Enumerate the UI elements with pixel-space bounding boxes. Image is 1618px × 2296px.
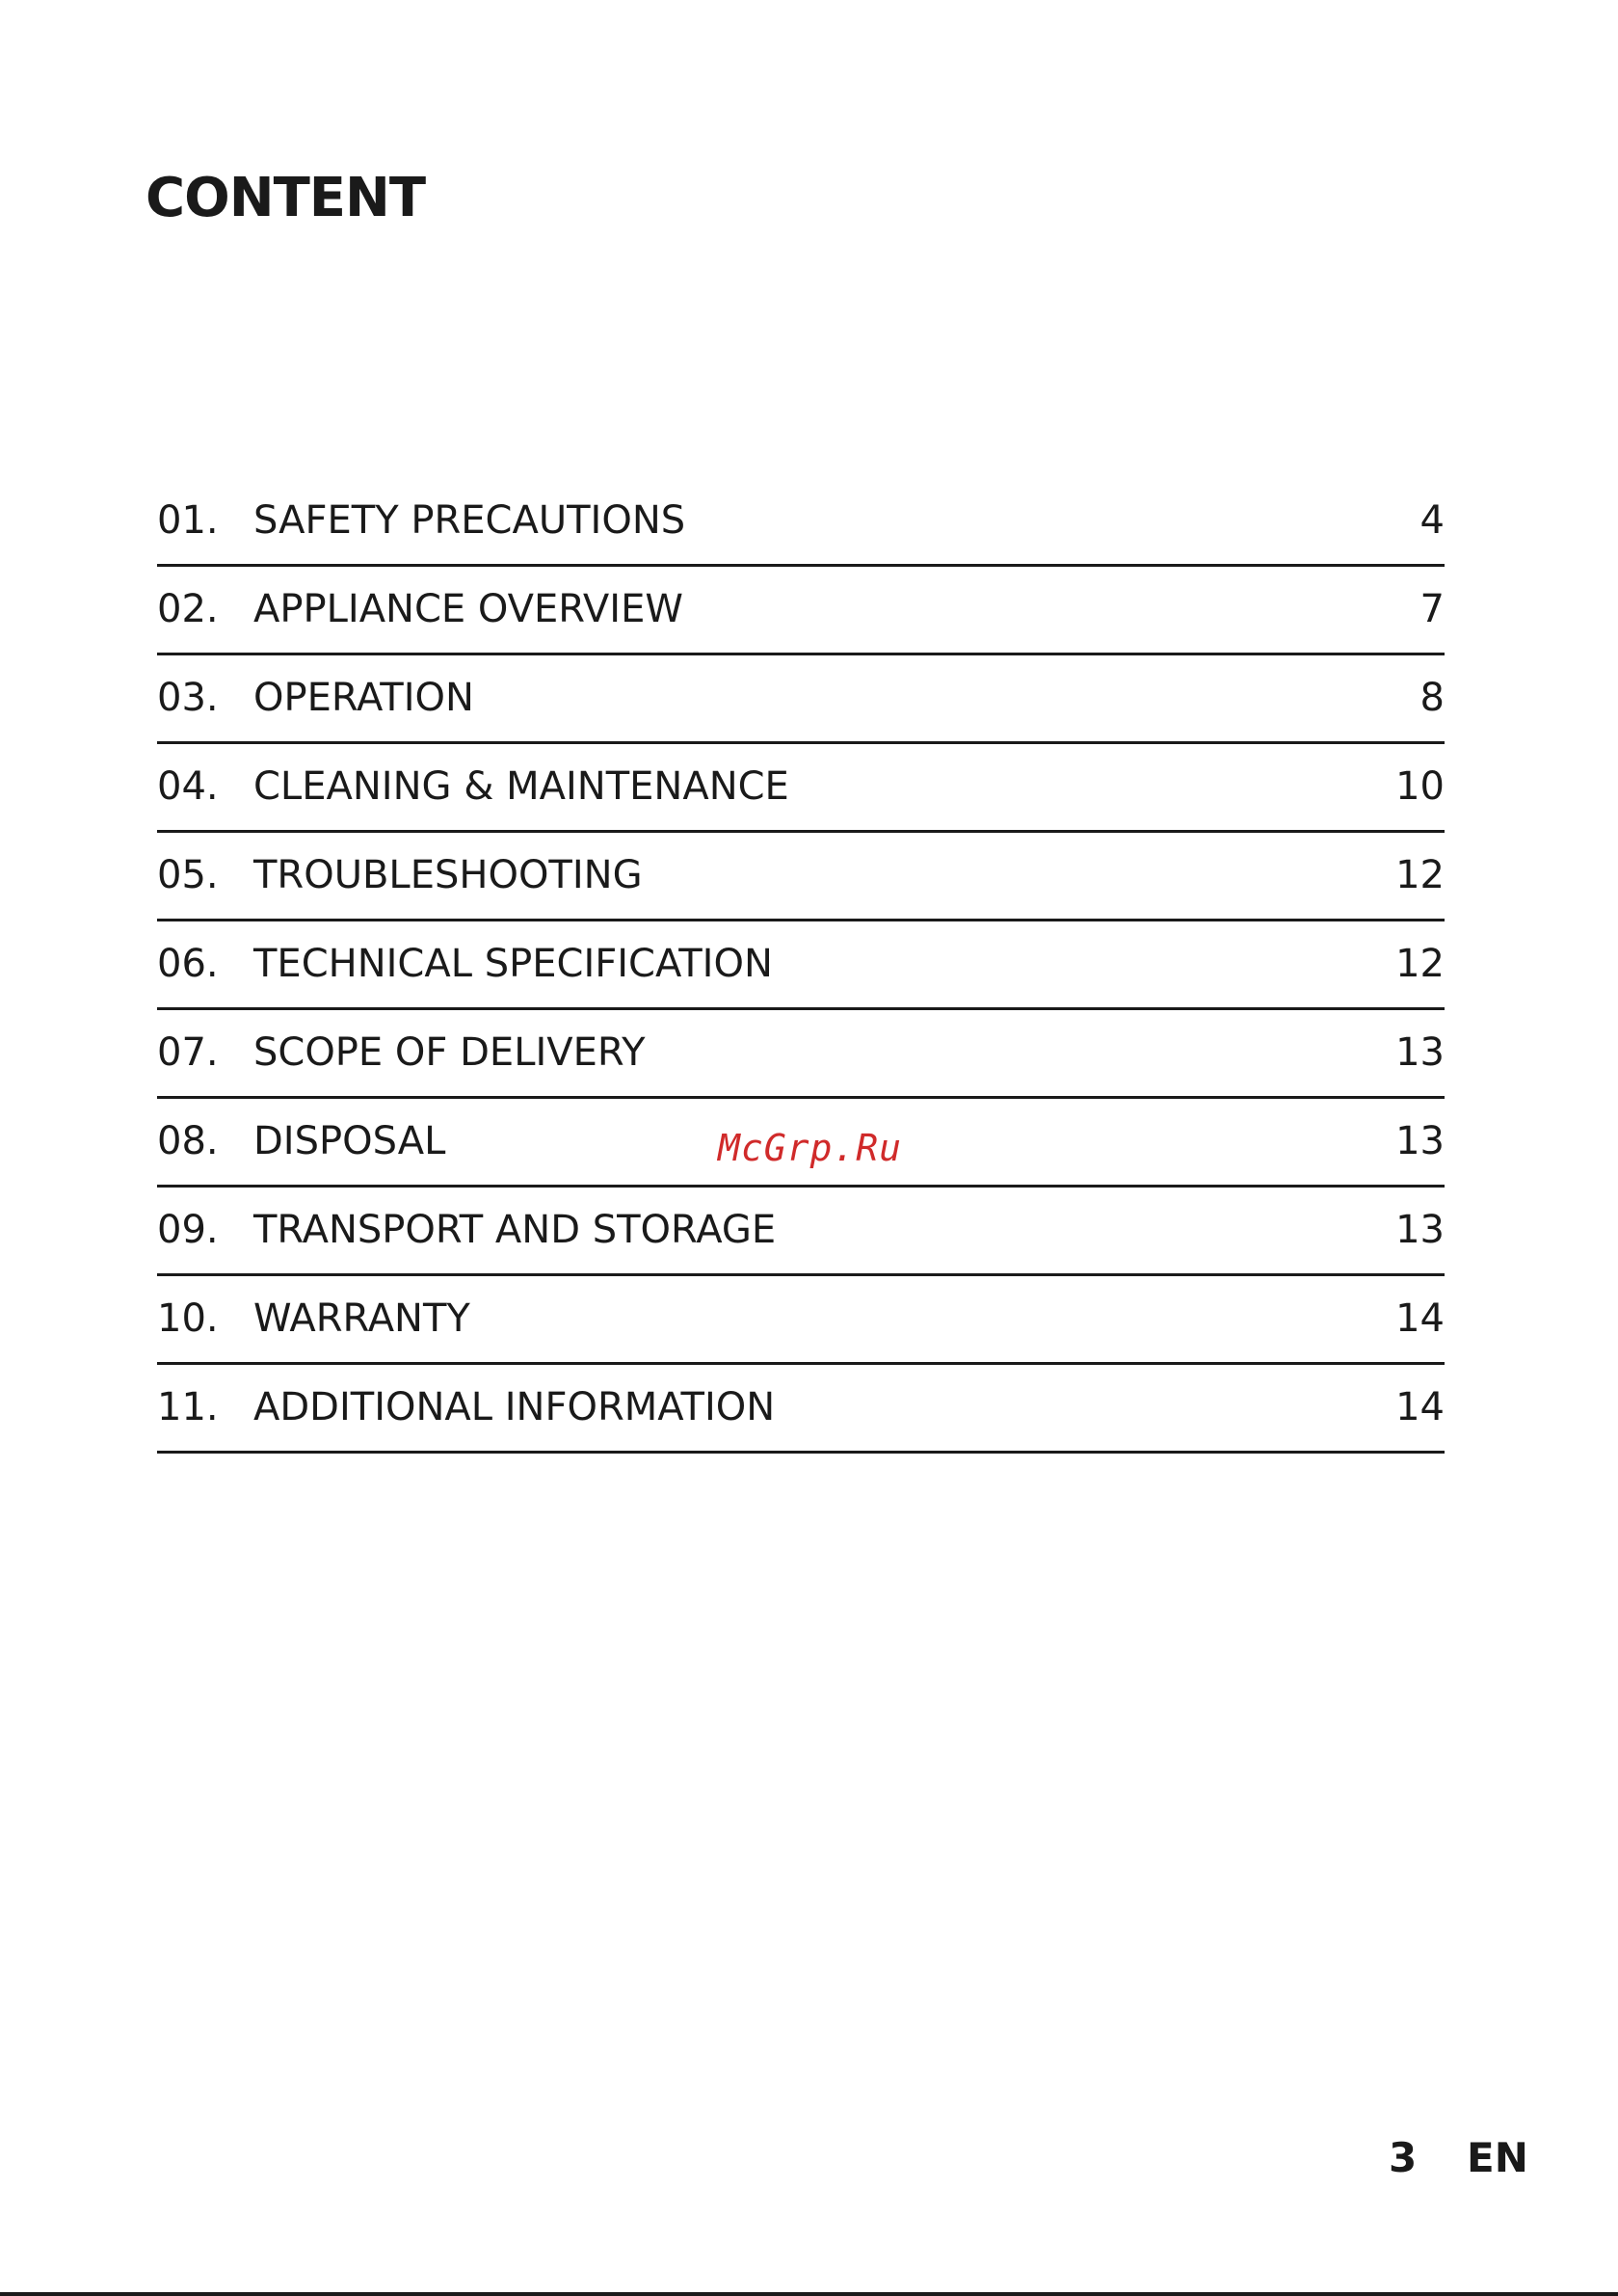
footer-page-number: 3 bbox=[1389, 2134, 1418, 2181]
toc-number: 08. bbox=[157, 1119, 219, 1163]
toc-page: 13 bbox=[1395, 1119, 1445, 1163]
toc-row-troubleshooting[interactable] bbox=[157, 833, 1445, 921]
toc-page: 8 bbox=[1419, 676, 1445, 720]
footer-language: EN bbox=[1467, 2134, 1528, 2181]
toc-row-technical-specification[interactable] bbox=[157, 921, 1445, 1010]
toc-number: 05. bbox=[157, 853, 219, 897]
toc-label: DISPOSAL bbox=[253, 1119, 446, 1163]
toc-row-appliance-overview[interactable] bbox=[157, 567, 1445, 655]
toc-page: 10 bbox=[1395, 764, 1445, 809]
toc-label: CLEANING & MAINTENANCE bbox=[253, 764, 789, 809]
toc-label: SCOPE OF DELIVERY bbox=[253, 1030, 646, 1075]
toc-label: TECHNICAL SPECIFICATION bbox=[253, 942, 773, 986]
toc-page: 12 bbox=[1395, 942, 1445, 986]
toc-label: OPERATION bbox=[253, 676, 474, 720]
bottom-edge-divider bbox=[0, 2292, 1618, 2296]
toc-label: SAFETY PRECAUTIONS bbox=[253, 498, 686, 543]
toc-number: 11. bbox=[157, 1385, 219, 1429]
watermark-text: McGrp.Ru bbox=[718, 1127, 903, 1169]
toc-page: 12 bbox=[1395, 853, 1445, 897]
toc-page: 4 bbox=[1419, 498, 1445, 543]
toc-row-additional-information[interactable] bbox=[157, 1365, 1445, 1454]
toc-row-operation[interactable] bbox=[157, 655, 1445, 744]
toc-number: 09. bbox=[157, 1208, 219, 1252]
toc-label: APPLIANCE OVERVIEW bbox=[253, 587, 683, 631]
toc-row-cleaning-maintenance[interactable] bbox=[157, 744, 1445, 833]
table-of-contents bbox=[157, 478, 1445, 1454]
toc-label: TRANSPORT AND STORAGE bbox=[253, 1208, 777, 1252]
toc-row-warranty[interactable] bbox=[157, 1276, 1445, 1365]
toc-number: 01. bbox=[157, 498, 219, 543]
toc-number: 10. bbox=[157, 1296, 219, 1341]
toc-label: TROUBLESHOOTING bbox=[253, 853, 643, 897]
toc-number: 07. bbox=[157, 1030, 219, 1075]
page-title: CONTENT bbox=[146, 167, 426, 229]
toc-page: 13 bbox=[1395, 1208, 1445, 1252]
toc-label: WARRANTY bbox=[253, 1296, 470, 1341]
toc-number: 03. bbox=[157, 676, 219, 720]
toc-row-transport-and-storage[interactable] bbox=[157, 1188, 1445, 1276]
toc-page: 13 bbox=[1395, 1030, 1445, 1075]
toc-label: ADDITIONAL INFORMATION bbox=[253, 1385, 776, 1429]
toc-page: 14 bbox=[1395, 1385, 1445, 1429]
toc-number: 02. bbox=[157, 587, 219, 631]
toc-number: 06. bbox=[157, 942, 219, 986]
toc-row-scope-of-delivery[interactable] bbox=[157, 1010, 1445, 1099]
toc-number: 04. bbox=[157, 764, 219, 809]
toc-page: 14 bbox=[1395, 1296, 1445, 1341]
toc-page: 7 bbox=[1419, 587, 1445, 631]
toc-row-safety-precautions[interactable] bbox=[157, 478, 1445, 567]
